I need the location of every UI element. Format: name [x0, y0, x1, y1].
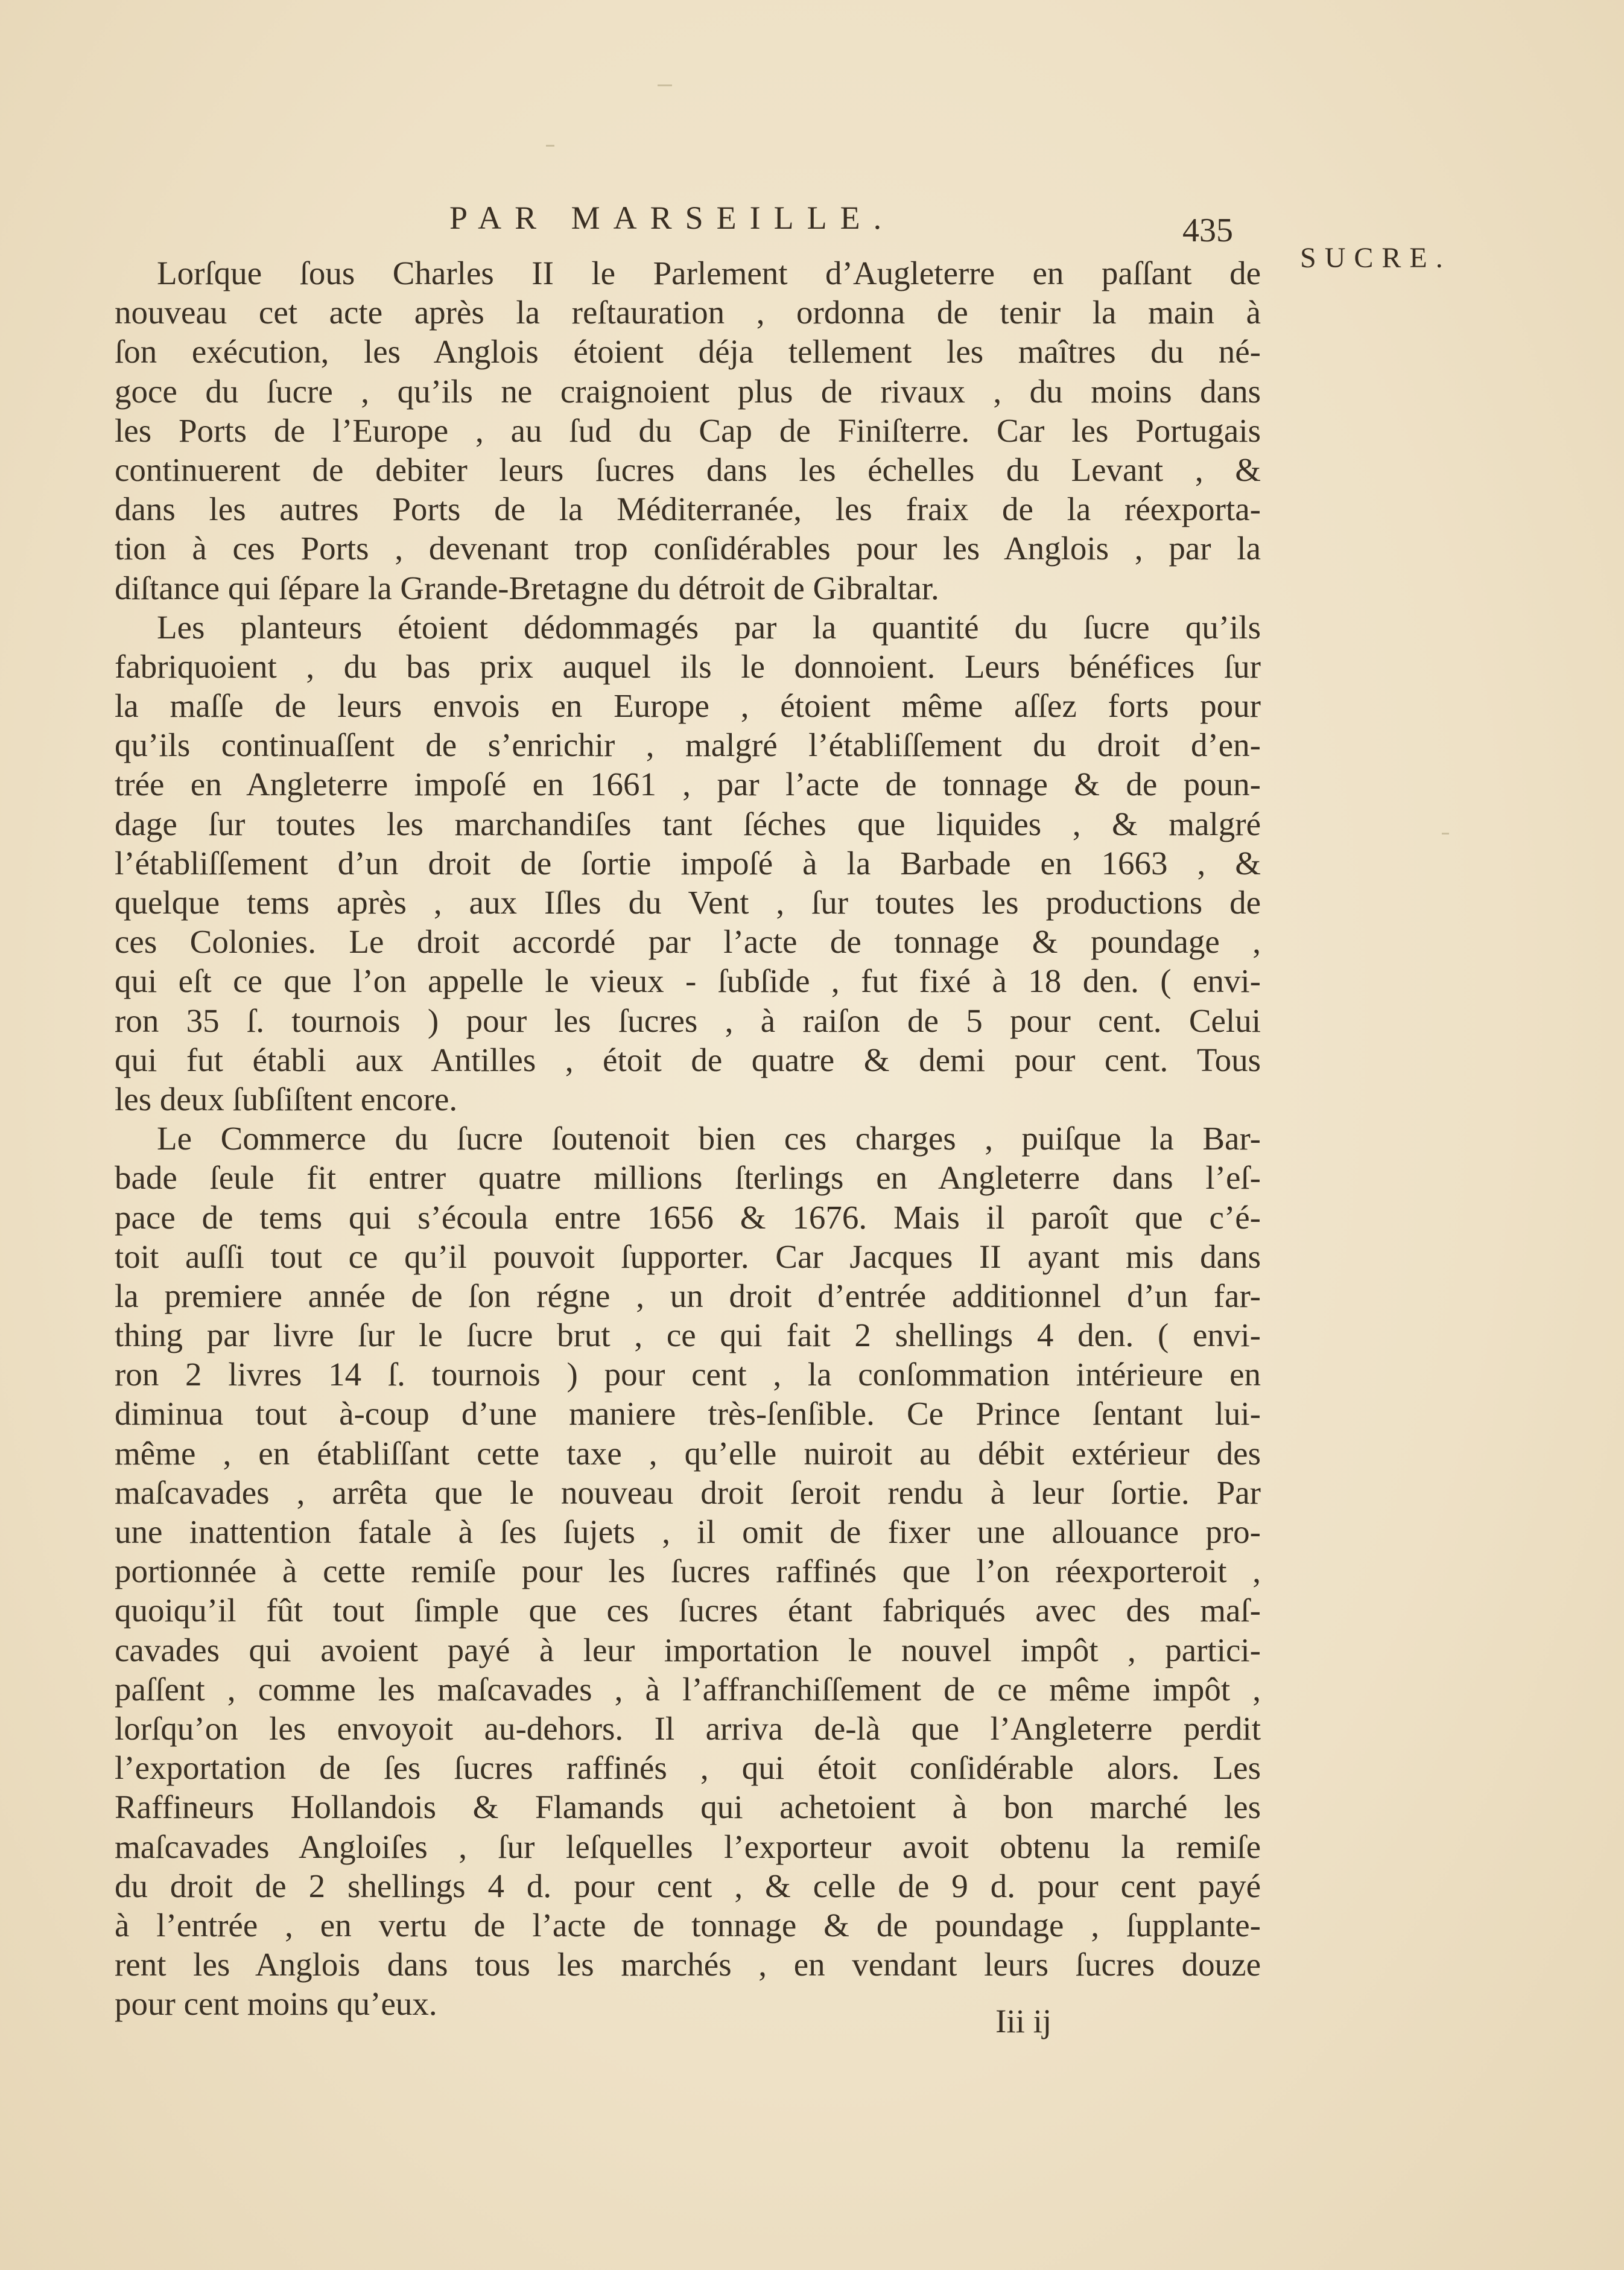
text-line: quoiqu’il fût tout ſimple que ces ſucres étant fabriqués avec des maſ- [115, 1592, 1261, 1629]
text-line: maſcavades , arrêta que le nouveau droit ſeroit rendu à leur ſortie. Par [115, 1474, 1261, 1511]
text-line: Lorſque ſous Charles II le Parlement d’Augleterre en paſſant de [157, 255, 1261, 291]
text-line: l’exportation de ſes ſucres raffinés , qui étoit conſidérable alors. Les [115, 1749, 1261, 1787]
page-speck [1442, 833, 1449, 835]
text-line: à l’entrée , en vertu de l’acte de tonnage & de poundage , ſupplante- [115, 1906, 1261, 1944]
text-line: rent les Anglois dans tous les marchés , en vendant leurs ſucres douze [115, 1946, 1261, 1983]
text-line: toit auſſi tout ce qu’il pouvoit ſupporter. Car Jacques II ayant mis dans [115, 1238, 1261, 1275]
text-line: du droit de 2 shellings 4 d. pour cent , & celle de 9 d. pour cent payé [115, 1867, 1261, 1904]
text-line: l’établiſſement d’un droit de ſortie impoſé à la Barbade en 1663 , & [115, 844, 1261, 882]
text-line: ron 35 ſ. tournois ) pour les ſucres , à raiſon de 5 pour cent. Celui [115, 1002, 1261, 1039]
page-number: 435 [1182, 212, 1233, 249]
text-line: dans les autres Ports de la Méditerranée, les fraix de la réexporta- [115, 491, 1261, 528]
text-line: nouveau cet acte après la reſtauration , ordonna de tenir la main à [115, 294, 1261, 331]
text-line: même , en établiſſant cette taxe , qu’elle nuiroit au débit extérieur des [115, 1434, 1261, 1472]
text-line: ron 2 livres 14 ſ. tournois ) pour cent , la conſommation intérieure en [115, 1356, 1261, 1393]
text-line: trée en Angleterre impoſé en 1661 , par l’acte de tonnage & de poun- [115, 766, 1261, 803]
text-line: une inattention fatale à ſes ſujets , il omit de fixer une allouance pro- [115, 1513, 1261, 1550]
text-line: paſſent , comme les maſcavades , à l’affranchiſſement de ce même impôt , [115, 1670, 1261, 1708]
text-line: les deux ſubſiſtent encore. [115, 1080, 458, 1118]
running-title: PAR MARSEILLE. [449, 200, 895, 236]
signature-mark: Iii ij [995, 2003, 1052, 2040]
text-line: portionnée à cette remiſe pour les ſucres raffinés que l’on réexporteroit , [115, 1553, 1261, 1590]
text-line: fabriquoient , du bas prix auquel ils le donnoient. Leurs bénéfices ſur [115, 647, 1261, 685]
text-line: ſon exécution, les Anglois étoient déja tellement les maîtres du né- [115, 333, 1261, 370]
text-line: qui fut établi aux Antilles , étoit de quatre & demi pour cent. Tous [115, 1041, 1261, 1078]
body-text [115, 253, 1261, 2023]
margin-note: SUCRE. [1300, 242, 1451, 274]
text-line: quelque tems après , aux Iſles du Vent , ſur toutes les productions de [115, 884, 1261, 921]
text-line: les Ports de l’Europe , au ſud du Cap de Finiſterre. Car les Portugais [115, 412, 1261, 449]
text-line: continuerent de debiter leurs ſucres dans les échelles du Levant , & [115, 451, 1261, 488]
text-line: pace de tems qui s’écoula entre 1656 & 1676. Mais il paroît que c’é- [115, 1198, 1261, 1236]
text-line: Le Commerce du ſucre ſoutenoit bien ces charges , puiſque la Bar- [157, 1120, 1261, 1157]
text-line: goce du ſucre , qu’ils ne craignoient plus de rivaux , du moins dans [115, 372, 1261, 410]
text-line: diminua tout à-coup d’une maniere très-ſenſible. Ce Prince ſentant lui- [115, 1395, 1261, 1432]
text-line: diſtance qui ſépare la Grande-Bretagne du détroit de Gibraltar. [115, 569, 939, 606]
text-line: ces Colonies. Le droit accordé par l’acte de tonnage & poundage , [115, 923, 1261, 961]
text-line: cavades qui avoient payé à leur importation le nouvel impôt , partici- [115, 1631, 1261, 1668]
text-line: maſcavades Angloiſes , ſur leſquelles l’exporteur avoit obtenu la remiſe [115, 1828, 1261, 1865]
text-line: la maſſe de leurs envois en Europe , étoient même aſſez forts pour [115, 687, 1261, 725]
text-line: la premiere année de ſon régne , un droit d’entrée additionnel d’un far- [115, 1277, 1261, 1314]
text-line: qu’ils continuaſſent de s’enrichir , malgré l’établiſſement du droit d’en- [115, 726, 1261, 764]
text-line: qui eſt ce que l’on appelle le vieux - ſubſide , fut fixé à 18 den. ( envi- [115, 962, 1261, 1000]
text-line: bade ſeule fit entrer quatre millions ſterlings en Angleterre dans l’eſ- [115, 1159, 1261, 1197]
text-line: Les planteurs étoient dédommagés par la quantité du ſucre qu’ils [157, 608, 1261, 646]
text-line: lorſqu’on les envoyoit au-dehors. Il arriva de-là que l’Angleterre perdit [115, 1709, 1261, 1747]
text-line: thing par livre ſur le ſucre brut , ce qui fait 2 shellings 4 den. ( envi- [115, 1317, 1261, 1354]
text-line: tion à ces Ports , devenant trop conſidérables pour les Anglois , par la [115, 530, 1261, 567]
page-speck [658, 84, 672, 86]
text-line: Raffineurs Hollandois & Flamands qui achetoient à bon marché les [115, 1788, 1261, 1826]
text-line: dage ſur toutes les marchandiſes tant ſéches que liquides , & malgré [115, 805, 1261, 842]
page-speck [546, 145, 554, 147]
text-line: pour cent moins qu’eux. [115, 1985, 437, 2023]
